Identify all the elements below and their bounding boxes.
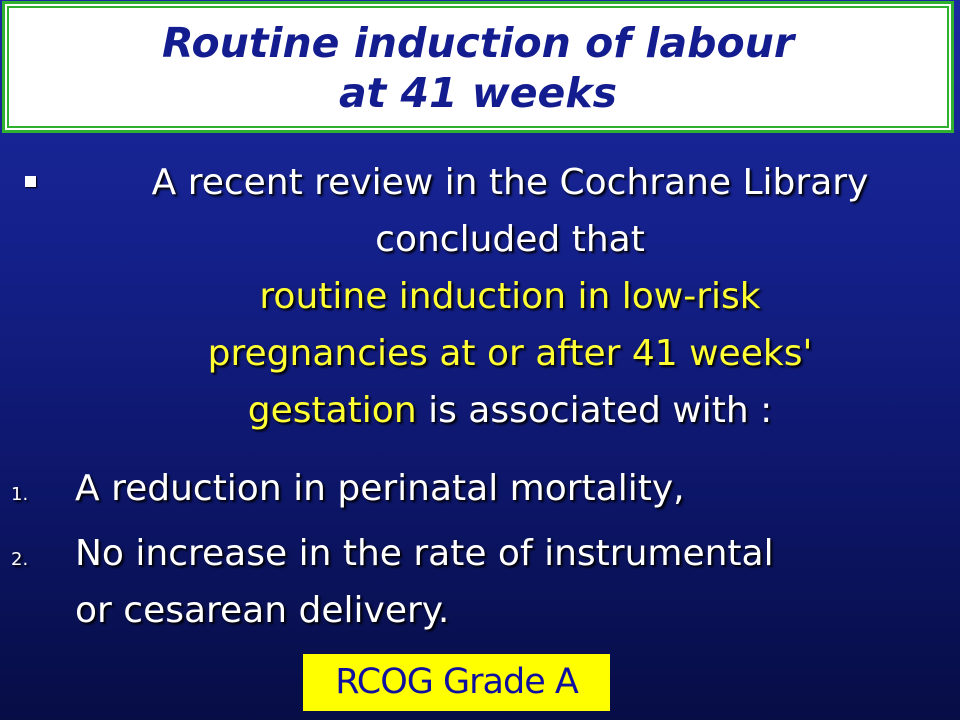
bullet-line-4: pregnancies at or after 41 weeks': [207, 333, 813, 374]
list-item-text: A reduction in perinatal mortality,: [75, 468, 685, 509]
slide-title: [5, 18, 951, 118]
title-line-2: at 41 weeks: [338, 69, 618, 117]
bullet-line-5: [60, 382, 960, 439]
bullet-line-5-rest: is associated with :: [416, 390, 773, 431]
title-line-1: Routine induction of labour: [161, 19, 795, 67]
list-number: 2.: [11, 549, 29, 570]
bullet-line-3: routine induction in low-risk: [259, 276, 761, 317]
list-item-text: No increase in the rate of instrumental: [75, 533, 774, 574]
bullet-line-2: concluded that: [375, 219, 645, 260]
title-box: [2, 1, 954, 133]
highlight-gestation: gestation: [247, 390, 417, 431]
list-number: 1.: [11, 484, 29, 505]
bullet-line-1: A recent review in the Cochrane Library: [151, 162, 869, 203]
square-bullet-icon: [25, 176, 36, 187]
grade-badge: RCOG Grade A: [303, 654, 610, 711]
list-item-text-cont: or cesarean delivery.: [75, 590, 450, 631]
bullet-text: [60, 154, 960, 439]
